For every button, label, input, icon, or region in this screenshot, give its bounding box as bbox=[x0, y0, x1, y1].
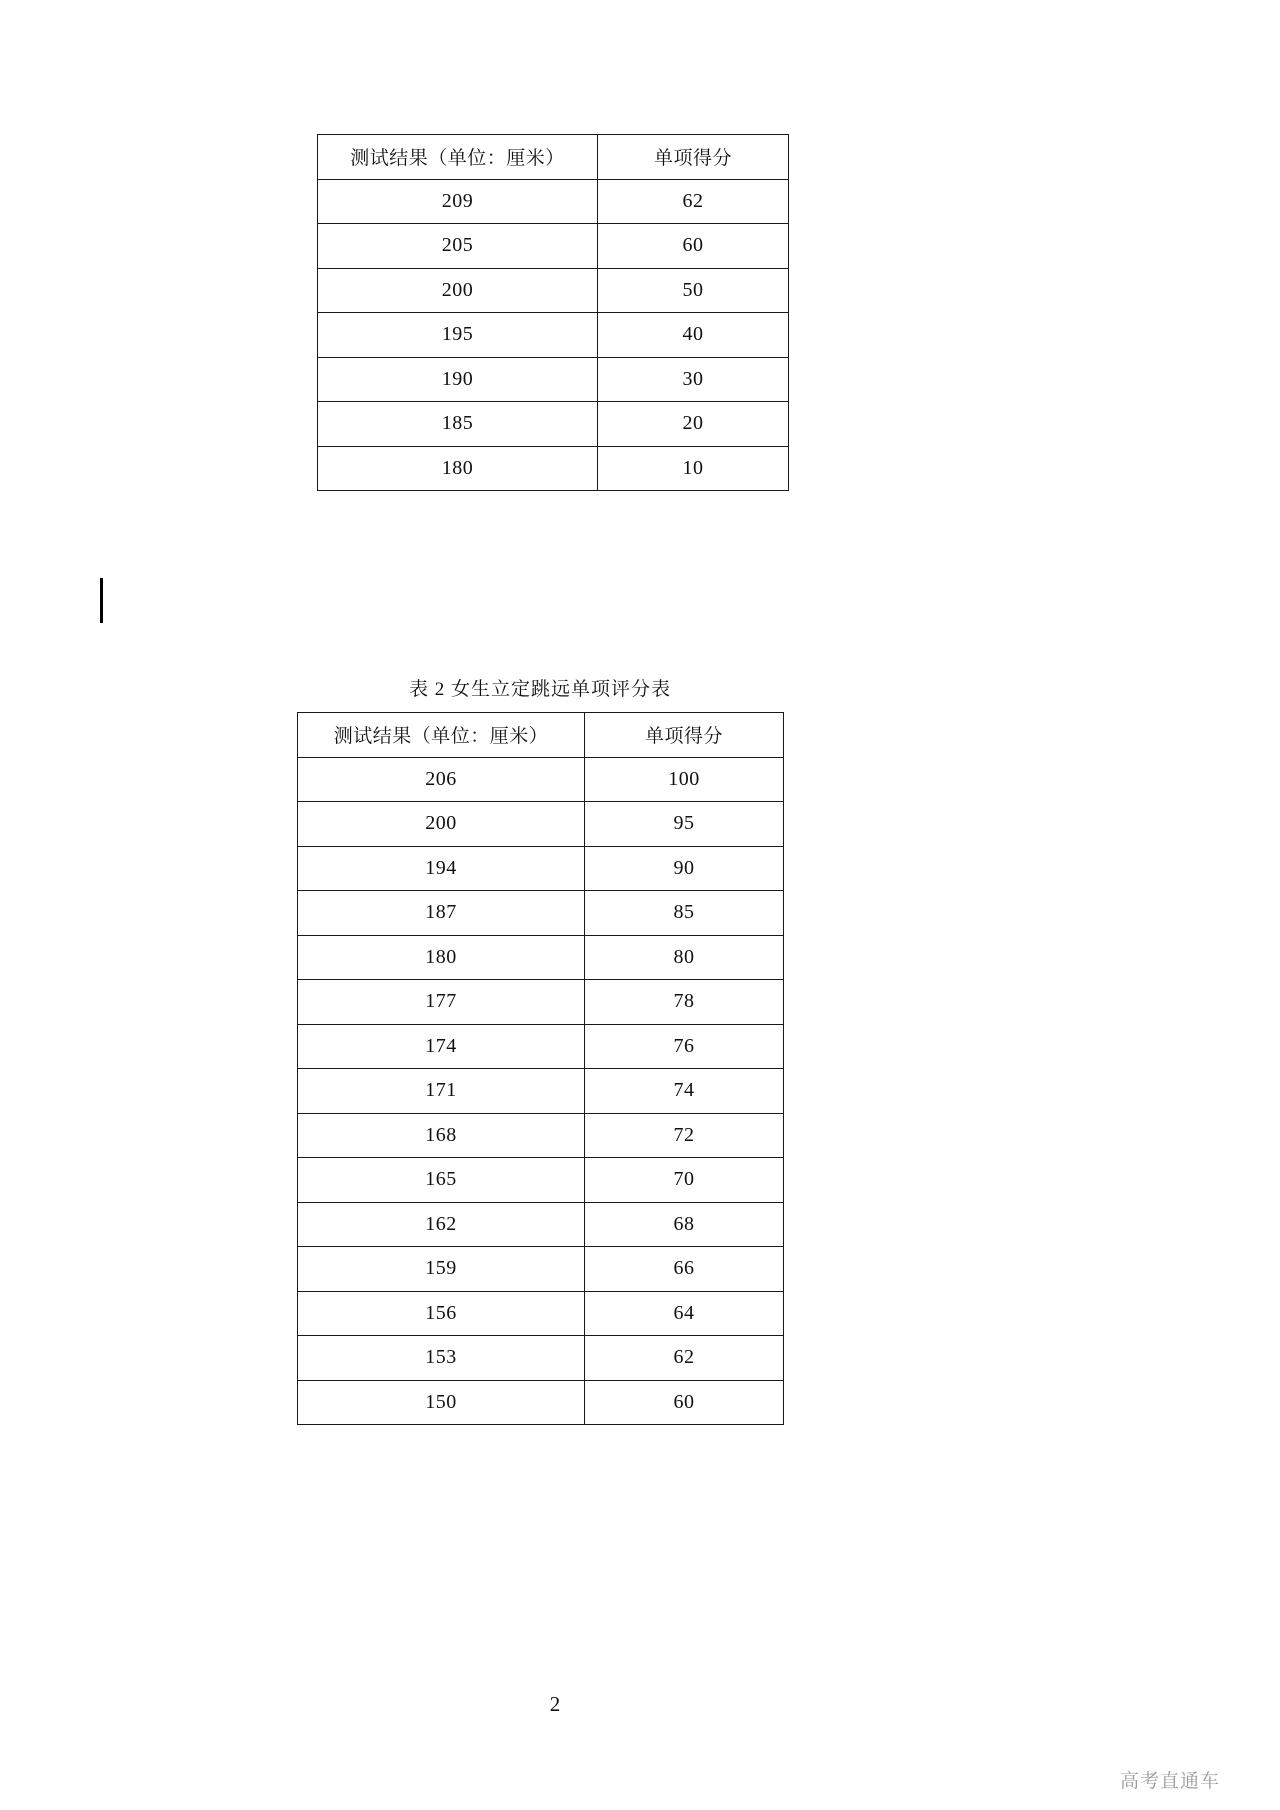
table-row bbox=[318, 313, 789, 358]
table-row bbox=[318, 402, 789, 447]
table-cell: 30 bbox=[598, 357, 789, 402]
table-cell: 185 bbox=[318, 402, 598, 447]
table-cell: 68 bbox=[585, 1202, 784, 1247]
table-cell: 168 bbox=[298, 1113, 585, 1158]
table-row bbox=[318, 179, 789, 224]
table-cell: 95 bbox=[585, 802, 784, 847]
table-cell: 60 bbox=[598, 224, 789, 269]
column-header-score: 单项得分 bbox=[585, 713, 784, 758]
table-row bbox=[318, 357, 789, 402]
table-cell: 171 bbox=[298, 1069, 585, 1114]
table-row bbox=[298, 1247, 784, 1292]
table-cell: 187 bbox=[298, 891, 585, 936]
table-cell: 74 bbox=[585, 1069, 784, 1114]
table-cell: 174 bbox=[298, 1024, 585, 1069]
table-cell: 156 bbox=[298, 1291, 585, 1336]
table-cell: 72 bbox=[585, 1113, 784, 1158]
table-cell: 80 bbox=[585, 935, 784, 980]
table-cell: 180 bbox=[318, 446, 598, 491]
table-cell: 190 bbox=[318, 357, 598, 402]
table-cell: 62 bbox=[585, 1336, 784, 1381]
table-cell: 200 bbox=[318, 268, 598, 313]
table-cell: 194 bbox=[298, 846, 585, 891]
table-cell: 50 bbox=[598, 268, 789, 313]
table-cell: 200 bbox=[298, 802, 585, 847]
table-row bbox=[298, 1158, 784, 1203]
table-row bbox=[298, 891, 784, 936]
table-cell: 165 bbox=[298, 1158, 585, 1203]
table-row bbox=[318, 268, 789, 313]
table-row bbox=[298, 935, 784, 980]
table-row bbox=[298, 1113, 784, 1158]
table-row bbox=[298, 1069, 784, 1114]
table-cell: 205 bbox=[318, 224, 598, 269]
table-row bbox=[298, 1336, 784, 1381]
table-cell: 66 bbox=[585, 1247, 784, 1292]
table-row bbox=[298, 1024, 784, 1069]
table-header-row bbox=[318, 135, 789, 180]
table-row bbox=[318, 224, 789, 269]
text-cursor-mark bbox=[100, 578, 103, 623]
table-cell: 206 bbox=[298, 757, 585, 802]
column-header-score: 单项得分 bbox=[598, 135, 789, 180]
table-cell: 153 bbox=[298, 1336, 585, 1381]
table-row bbox=[318, 446, 789, 491]
column-header-test-result: 测试结果（单位：厘米） bbox=[298, 713, 585, 758]
table-cell: 209 bbox=[318, 179, 598, 224]
table-cell: 10 bbox=[598, 446, 789, 491]
table-row bbox=[298, 980, 784, 1025]
table-cell: 76 bbox=[585, 1024, 784, 1069]
score-table-male bbox=[317, 134, 789, 491]
table-cell: 78 bbox=[585, 980, 784, 1025]
table-cell: 162 bbox=[298, 1202, 585, 1247]
table-cell: 159 bbox=[298, 1247, 585, 1292]
table-cell: 177 bbox=[298, 980, 585, 1025]
table-cell: 62 bbox=[598, 179, 789, 224]
table-cell: 180 bbox=[298, 935, 585, 980]
score-table-female bbox=[297, 712, 784, 1425]
page-number: 2 bbox=[549, 1692, 561, 1716]
table-row bbox=[298, 757, 784, 802]
table-cell: 70 bbox=[585, 1158, 784, 1203]
table-cell: 64 bbox=[585, 1291, 784, 1336]
column-header-test-result: 测试结果（单位：厘米） bbox=[318, 135, 598, 180]
table-cell: 60 bbox=[585, 1380, 784, 1425]
table-header-row bbox=[298, 713, 784, 758]
table-cell: 195 bbox=[318, 313, 598, 358]
table-cell: 20 bbox=[598, 402, 789, 447]
table-cell: 90 bbox=[585, 846, 784, 891]
table-row bbox=[298, 1202, 784, 1247]
watermark-text: 高考直通车 bbox=[1119, 1771, 1220, 1792]
table-cell: 150 bbox=[298, 1380, 585, 1425]
table-row bbox=[298, 802, 784, 847]
table-cell: 40 bbox=[598, 313, 789, 358]
table-row bbox=[298, 1291, 784, 1336]
table2-title: 表 2 女生立定跳远单项评分表 bbox=[408, 679, 671, 700]
table-cell: 100 bbox=[585, 757, 784, 802]
table-row bbox=[298, 846, 784, 891]
table-cell: 85 bbox=[585, 891, 784, 936]
table-row bbox=[298, 1380, 784, 1425]
